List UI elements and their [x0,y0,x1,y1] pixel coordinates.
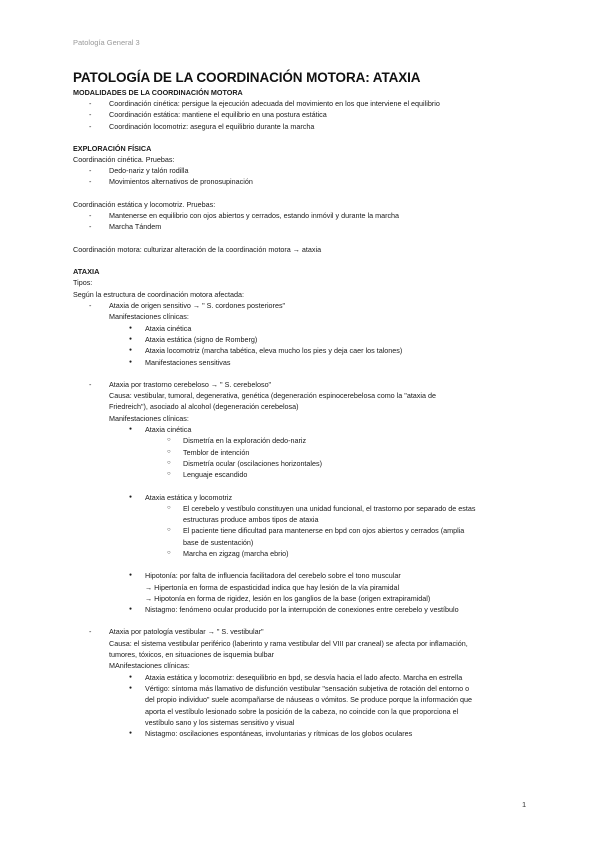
circle-marker: ○ [167,437,171,444]
bullet-marker: ● [129,572,133,579]
circle-marker: ○ [167,471,171,478]
bullet-marker: ● [129,335,133,342]
running-header: Patología General 3 [73,38,140,47]
circle-marker: ○ [167,550,171,556]
tipos-text: Tipos: [73,278,93,288]
list-item: ● Ataxia cinética [129,323,192,333]
list-item: - Movimientos alternativos de pronosupinación [89,177,253,187]
circle-marker: ○ [167,527,171,534]
list-item: ● Vértigo: síntoma más llamativo de disfunción vestibular "sensación subjetiva de rotación del entorno o [129,683,470,693]
bullet-marker: ● [129,673,133,680]
dash-marker: - [89,379,92,389]
list-item: ● Nistagmo: oscilaciones espontáneas, involuntarias y rítmicas de los globos oculares [129,729,413,739]
ataxia-sensitivo-title: - Ataxia de origen sensitivo → " S. cordones posteriores" [89,301,286,311]
bullet-marker: ● [129,606,133,613]
page-title: PATOLOGÍA DE LA COORDINACIÓN MOTORA: ATAXIA [73,70,421,85]
list-item: ● Ataxia estática y locomotriz: desequilibrio en bpd, se desvía hacia el lado afecto. Marcha en estrella [129,672,463,682]
dash-marker: - [89,211,92,221]
list-item: ○ Dismetría en la exploración dedo-nariz [167,436,307,446]
list-item-continuation: aporta el vestíbulo lesionado sobre la posición de la cabeza, no coincide con la que proporciona el [145,706,459,716]
list-item: ● Hipotonía: por falta de influencia facilitadora del cerebelo sobre el tono muscular [129,571,401,581]
dash-marker: - [89,121,92,131]
list-item-continuation: → Hipertonía en forma de espasticidad indica que hay lesión de la vía piramidal [145,582,400,592]
dash-marker: - [89,222,92,232]
dash-marker: - [89,627,92,637]
list-item: ○ Marcha en zigzag (marcha ebrio) [167,549,289,558]
causa-line: Friedreich"), asociado al alcohol (degeneración cerebelosa) [109,402,299,412]
list-item-continuation: base de sustentación) [183,537,254,547]
causa-line: tumores, tóxicos, en situaciones de isquemia bulbar [109,650,275,660]
coordinacion-motora-text: Coordinación motora: culturizar alteración de la coordinación motora → ataxia [73,244,322,254]
list-item: ● Ataxia estática (signo de Romberg) [129,334,258,344]
manifestaciones-label: Manifestaciones clínicas: [109,413,189,423]
segun-text: Según la estructura de coordinación motora afectada: [73,289,245,299]
list-item: ○ Dismetría ocular (oscilaciones horizontales) [167,458,323,468]
dash-marker: - [89,177,92,187]
list-item: - Dedo-nariz y talón rodilla [89,166,189,176]
list-item: ● Nistagmo: fenómeno ocular producido por la interrupción de conexiones entre cerebelo y vestíbulo [129,605,459,615]
list-item: - Coordinación locomotriz: asegura el equilibrio durante la marcha [89,121,315,131]
list-item: ○ Lenguaje escandido [167,470,248,480]
list-item: ● Ataxia locomotriz (marcha tabética, eleva mucho los pies y deja caer los talones) [129,346,403,356]
list-item: ○ El paciente tiene dificultad para mantenerse en bpd con ojos abiertos y cerrados (amplia [167,526,465,536]
manifestaciones-label: MAnifestaciones clínicas: [109,661,190,671]
dash-marker: - [89,166,92,176]
list-item: ● Manifestaciones sensitivas [129,357,231,367]
bullet-marker: ● [129,493,133,500]
list-item: ● Ataxia estática y locomotriz [129,492,233,502]
list-item: ○ Temblor de intención [167,447,250,457]
list-item: - Marcha Tándem [89,222,162,232]
list-item: ○ El cerebelo y vestíbulo constituyen una unidad funcional, el trastorno por separado de estas [167,503,476,513]
circle-marker: ○ [167,504,171,511]
ataxia-cerebeloso-title: - Ataxia por trastorno cerebeloso → " S. cerebeloso" [89,379,272,389]
exploracion-heading: EXPLORACIÓN FÍSICA [73,143,152,153]
ataxia-heading: ATAXIA [73,266,100,276]
list-item: ● Ataxia cinética [129,425,192,435]
list-item-continuation: → Hipotonía en forma de rigidez, lesión en los ganglios de la base (origen extrapiramidal) [145,593,431,603]
list-item-continuation: vestíbulo sano y los sistemas sensitivo y visual [145,717,295,727]
bullet-marker: ● [129,347,133,354]
ataxia-vestibular-title: - Ataxia por patología vestibular → " S. vestibular" [89,627,264,637]
manifestaciones-label: Manifestaciones clínicas: [109,312,189,322]
circle-marker: ○ [167,448,171,455]
dash-marker: - [89,301,92,311]
dash-marker: - [89,99,92,108]
page-number: 1 [522,800,527,809]
dash-marker: - [89,110,92,120]
estatica-intro: Coordinación estática y locomotriz. Pruebas: [73,199,216,209]
list-item: - Coordinación estática: mantiene el equilibrio en una postura estática [89,110,327,120]
bullet-marker: ● [129,730,133,737]
list-item: - Mantenerse en equilibrio con ojos abiertos y cerrados, estando inmóvil y durante la marcha [89,211,400,221]
causa-line: Causa: el sistema vestibular periférico (laberinto y rama vestibular del VIII par craneal) se afecta por inflamación, [109,638,468,648]
causa-line: Causa: vestibular, tumoral, degenerativa, genética (degeneración espinocerebelosa como la "ataxia de [109,391,436,401]
bullet-marker: ● [129,426,133,433]
modalidades-heading: MODALIDADES DE LA COORDINACIÓN MOTORA [73,88,243,97]
circle-marker: ○ [167,459,171,466]
document-body [73,70,533,739]
bullet-marker: ● [129,684,133,691]
list-item-continuation: del propio individuo" suele acompañarse de náuseas o vómitos. Se produce porque la información que [145,695,472,705]
cinetica-intro: Coordinación cinética. Pruebas: [73,154,175,164]
list-item: - Coordinación cinética: persigue la ejecución adecuada del movimiento en los que interviene el equilibrio [89,99,440,108]
list-item-continuation: estructuras produce ambos tipos de ataxia [183,515,319,525]
bullet-marker: ● [129,324,133,331]
bullet-marker: ● [129,358,133,365]
